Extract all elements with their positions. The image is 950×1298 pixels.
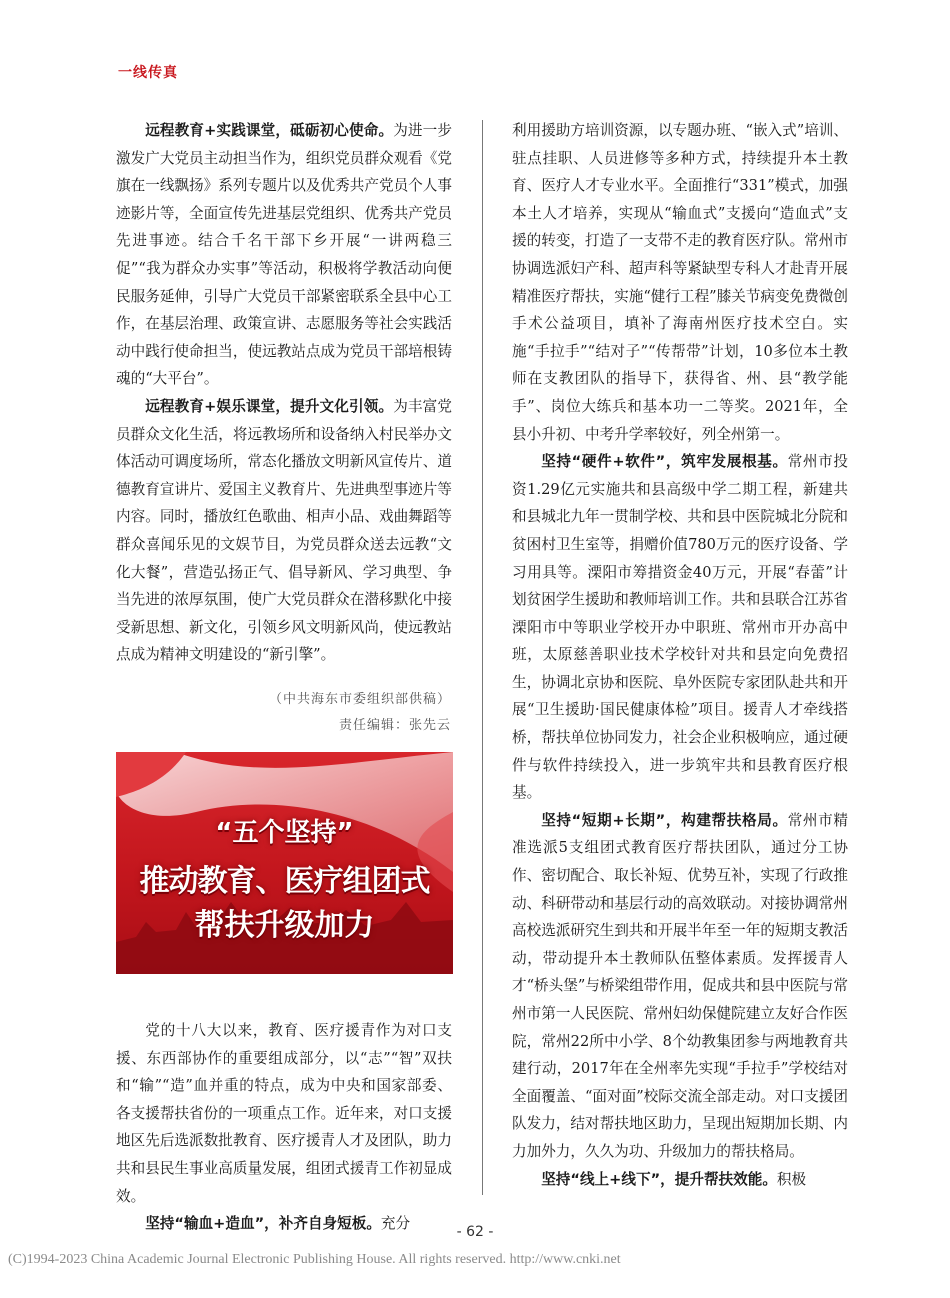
paragraph-text: 常州市精准选派5支组团式教育医疗帮扶团队，通过分工协作、密切配合、取长补短、优势互补，实现了行政推动、科研带动和基层行动的高效联动。对接协调常州高校选派研究生到共和开展半年至一年的短期支教活动，带动提升本土教师队伍整体素质。发挥援青人才“桥头堡”与桥梁组带作用，促成共和县中医院与常州市第一人民医院、常州妇幼保健院建立友好合作医院，常州22所中小学、8个幼教集团参与两地教育共建行动，2017年在全州率先实现“手拉手”学校结对全面覆盖、“面对面”校际交流全部走动。对口支援团队发力，结对帮扶地区助力，呈现出短期加长期、内力加外力，久久为功、升级加力的帮扶格局。 xyxy=(512,811,848,1160)
paragraph-text: 常州市投资1.29亿元实施共和县高级中学二期工程，新建共和县城北九年一贯制学校、共和县中医院城北分院和贫困村卫生室等，捐赠价值780万元的医疗设备、学习用具等。溧阳市筹措资金40万元，开展“春蕾”计划贫困学生援助和教师培训工作。共和县联合江苏省溧阳市中等职业学校开办中职班、常州市开办高中班，太原慈善职业技术学校针对共和县定向免费招生，协调北京协和医院、阜外医院专家团队赴共和开展“卫生援助·国民健康体检”项目。援青人才牵线搭桥，帮扶单位协同发力，社会企业积极响应，通过硬件与软件持续投入，进一步筑牢共和县教育医疗根基。 xyxy=(512,453,848,802)
banner-title-line2: 推动教育、医疗组团式 xyxy=(139,864,430,899)
paragraph-text: 为丰富党员群众文化生活，将远教场所和设备纳入村民举办文体活动可调度场所，常态化播放文明新风宣传片、道德教育宣讲片、爱国主义教育片、先进典型事迹片等内容。同时，播放红色歌曲、相声小品、戏曲舞蹈等群众喜闻乐见的文娱节目，为党员群众送去远教“文化大餐”，营造弘扬正气、倡导新风、学习典型、争当先进的浓厚氛围，使广大党员群众在潜移默化中接受新思想、新文化，引领乡风文明新风尚，使远教站点成为精神文明建设的“新引擎”。 xyxy=(116,397,452,664)
paragraph xyxy=(512,807,848,1166)
paragraph-lead: 远程教育+娱乐课堂，提升文化引领。 xyxy=(145,397,394,415)
credit-editor: 责任编辑：张先云 xyxy=(338,718,451,733)
paragraph-text: 为进一步激发广大党员主动担当作为，组织党员群众观看《党旗在一线飘扬》系列专题片以及优秀共产党员个人事迹影片等，全面宣传先进基层党组织、优秀共产党员先进事迹。结合千名干部下乡开展“一讲两稳三促”“我为群众办实事”等活动，积极将学教活动向便民服务延伸，引导广大党员干部紧密联系全县中心工作，在基层治理、政策宣讲、志愿服务等社会实践活动中践行使命担当，使远教站点成为党员干部培根铸魂的“大平台”。 xyxy=(116,122,452,388)
banner-title-line1: “五个坚持” xyxy=(215,818,354,848)
paragraph-lead: 坚持“线上+线下”，提升帮扶效能。 xyxy=(541,1170,777,1188)
paragraph xyxy=(116,117,452,393)
paragraph-lead: 坚持“硬件+软件”，筑牢发展根基。 xyxy=(541,453,788,471)
paragraph xyxy=(512,1166,848,1194)
banner-title-line3: 帮扶升级加力 xyxy=(194,908,375,943)
paragraph-lead: 远程教育+实践课堂，砥砺初心使命。 xyxy=(145,122,394,139)
paragraph-text: 党的十八大以来，教育、医疗援青作为对口支援、东西部协作的重要组成部分，以“志”“智”双扶和“输”“造”血并重的特点，成为中央和国家部委、各支援帮扶省份的一项重点工作。近年来，对口支援地区先后选派数批教育、医疗援青人才及团队，助力共和县民生事业高质量发展，组团式援青工作初显成效。 xyxy=(116,1022,452,1205)
paragraph-text: 积极 xyxy=(776,1170,807,1188)
credit-source: （中共海东市委组织部供稿） xyxy=(268,692,451,707)
section-tag: 一线传真 xyxy=(118,65,178,81)
left-bottom-column xyxy=(116,1017,452,1238)
paragraph xyxy=(116,393,452,669)
paragraph-text: 利用援助方培训资源，以专题办班、“嵌入式”培训、驻点挂职、人员进修等多种方式，持续提升本土教育、医疗人才专业水平。全面推行“331”模式，加强本土人才培养，实现从“输血式”支援向“造血式”支援的转变，打造了一支带不走的教育医疗队。常州市协调选派妇产科、超声科等紧缺型专科人才赴青开展精准医疗帮扶，实施“健行工程”膝关节病变免费微创手术公益项目，填补了海南州医疗技术空白。实施“手拉手”“结对子”“传帮带”计划，10多位本土教师在支教团队的指导下，获得省、州、县“教学能手”、岗位大练兵和基本功一二等奖。2021年，全县小升初、中考升学率较好，列全州第一。 xyxy=(512,122,848,443)
copyright-notice: (C)1994-2023 China Academic Journal Electronic Publishing House. All rights reserved. http://www.cnki.net xyxy=(8,1252,621,1267)
article-title-banner xyxy=(116,752,453,974)
right-column xyxy=(512,117,848,1193)
paragraph xyxy=(116,1017,452,1210)
paragraph-lead: 坚持“短期+长期”，构建帮扶格局。 xyxy=(541,811,788,829)
paragraph-text: 充分 xyxy=(380,1215,411,1233)
paragraph-lead: 坚持“输血+造血”，补齐自身短板。 xyxy=(145,1215,381,1233)
paragraph xyxy=(512,117,848,448)
page-number: - 62 - xyxy=(456,1224,494,1240)
paragraph xyxy=(512,448,848,807)
column-divider xyxy=(482,120,483,1195)
left-column xyxy=(116,117,452,669)
